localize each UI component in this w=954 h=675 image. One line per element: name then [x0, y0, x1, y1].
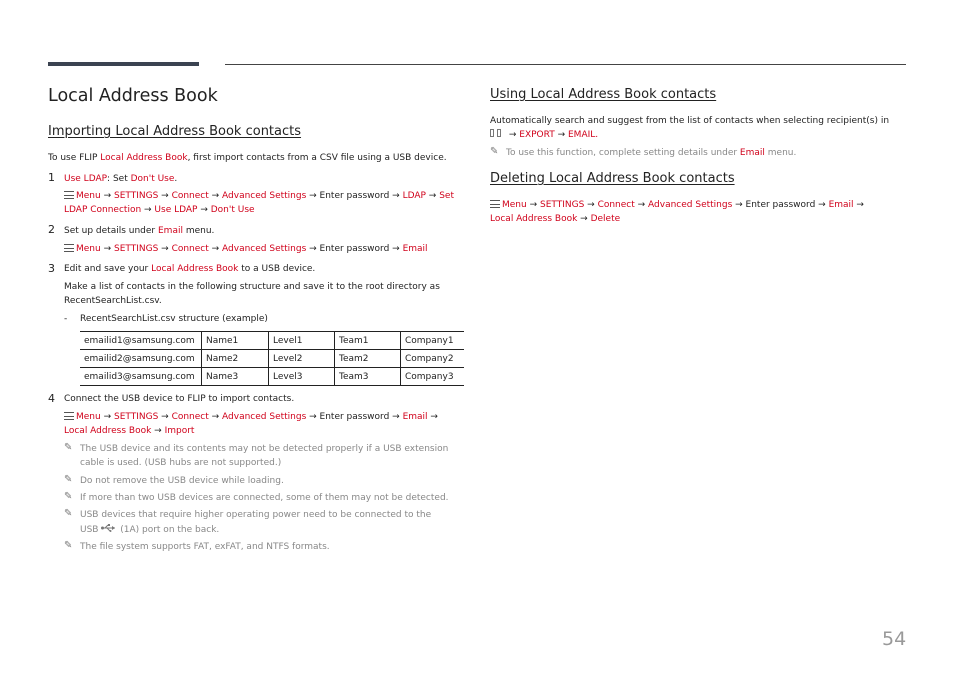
csv-structure-table [80, 331, 464, 386]
header-bar-thick [48, 62, 199, 66]
step1-path-cont: LDAP Connection → Use LDAP → Don't Use [64, 205, 255, 215]
table-cell: Team3 [335, 368, 401, 386]
using-text: Automatically search and suggest from the list of contacts when selecting recipient(s) in [490, 116, 890, 126]
intro-link[interactable]: Local Address Book [100, 153, 188, 163]
note-pencil-icon: ✎ [64, 491, 73, 502]
bullet-text: RecentSearchList.csv structure (example) [80, 314, 268, 324]
table-cell: emailid2@samsung.com [80, 350, 202, 368]
usb-icon [101, 524, 117, 532]
note-text: The file system supports FAT, exFAT, and NTFS formats. [80, 542, 330, 552]
table-cell: emailid3@samsung.com [80, 368, 202, 386]
table-cell: Company3 [401, 368, 465, 386]
table-cell: Level1 [269, 332, 335, 350]
using-note: To use this function, complete setting details under Email menu. [506, 148, 797, 158]
table-cell: Name3 [202, 368, 269, 386]
table-cell: Level3 [269, 368, 335, 386]
menu-icon [64, 244, 74, 252]
tv-icon [490, 129, 504, 138]
table-cell: Team1 [335, 332, 401, 350]
step-number: 4 [48, 392, 55, 405]
delete-path: Menu → SETTINGS → Connect → Advanced Settings → Enter password → Email → [490, 198, 864, 212]
step1-text: Use LDAP: Set Don't Use. [64, 174, 178, 184]
table-row [80, 350, 464, 368]
note-text: If more than two USB devices are connected, some of them may not be detected. [80, 493, 449, 503]
menu-icon [64, 412, 74, 420]
table-cell: Company2 [401, 350, 465, 368]
table-cell: emailid1@samsung.com [80, 332, 202, 350]
step-number: 3 [48, 262, 55, 275]
step4-path-cont: Local Address Book → Import [64, 426, 195, 436]
table-row [80, 332, 464, 350]
delete-path-cont: Local Address Book → Delete [490, 214, 621, 224]
intro-text: To use FLIP Local Address Book, first import contacts from a CSV file using a USB device. [48, 153, 447, 163]
table-cell: Company1 [401, 332, 465, 350]
menu-icon [490, 200, 500, 208]
using-heading: Using Local Address Book contacts [490, 87, 717, 102]
note-text: cable is used. (USB hubs are not supported.) [80, 458, 282, 468]
note-text: Do not remove the USB device while loading. [80, 476, 284, 486]
step2-path: Menu → SETTINGS → Connect → Advanced Settings → Enter password → Email [64, 242, 428, 256]
note-pencil-icon: ✎ [64, 540, 73, 551]
step3-desc: Make a list of contacts in the following structure and save it to the root directory as [64, 282, 440, 292]
menu-icon [64, 191, 74, 199]
step1-path: Menu → SETTINGS → Connect → Advanced Settings → Enter password → LDAP → Set [64, 189, 454, 203]
step3-desc-cont: RecentSearchList.csv. [64, 296, 162, 306]
step2-text: Set up details under Email menu. [64, 226, 215, 236]
table-cell: Name2 [202, 350, 269, 368]
step3-text: Edit and save your Local Address Book to a USB device. [64, 264, 316, 274]
bullet-dash: - [64, 314, 68, 324]
note-text: USB (1A) port on the back. [80, 525, 220, 535]
page-number: 54 [882, 628, 907, 650]
note-pencil-icon: ✎ [64, 508, 73, 519]
table-row [80, 368, 464, 386]
importing-heading: Importing Local Address Book contacts [48, 124, 302, 139]
page-title: Local Address Book [48, 86, 218, 106]
table-cell: Name1 [202, 332, 269, 350]
using-path: → EXPORT → EMAIL. [490, 128, 598, 142]
table-cell: Level2 [269, 350, 335, 368]
note-text: The USB device and its contents may not be detected properly if a USB extension [80, 444, 449, 454]
table-cell: Team2 [335, 350, 401, 368]
note-text: USB devices that require higher operating power need to be connected to the [80, 510, 432, 520]
note-pencil-icon: ✎ [64, 442, 73, 453]
deleting-heading: Deleting Local Address Book contacts [490, 171, 735, 186]
step-number: 1 [48, 171, 55, 184]
step4-text: Connect the USB device to FLIP to import contacts. [64, 394, 295, 404]
header-rule [225, 64, 906, 65]
note-pencil-icon: ✎ [490, 146, 499, 157]
step-number: 2 [48, 223, 55, 236]
step4-path: Menu → SETTINGS → Connect → Advanced Settings → Enter password → Email → [64, 410, 438, 424]
note-pencil-icon: ✎ [64, 474, 73, 485]
